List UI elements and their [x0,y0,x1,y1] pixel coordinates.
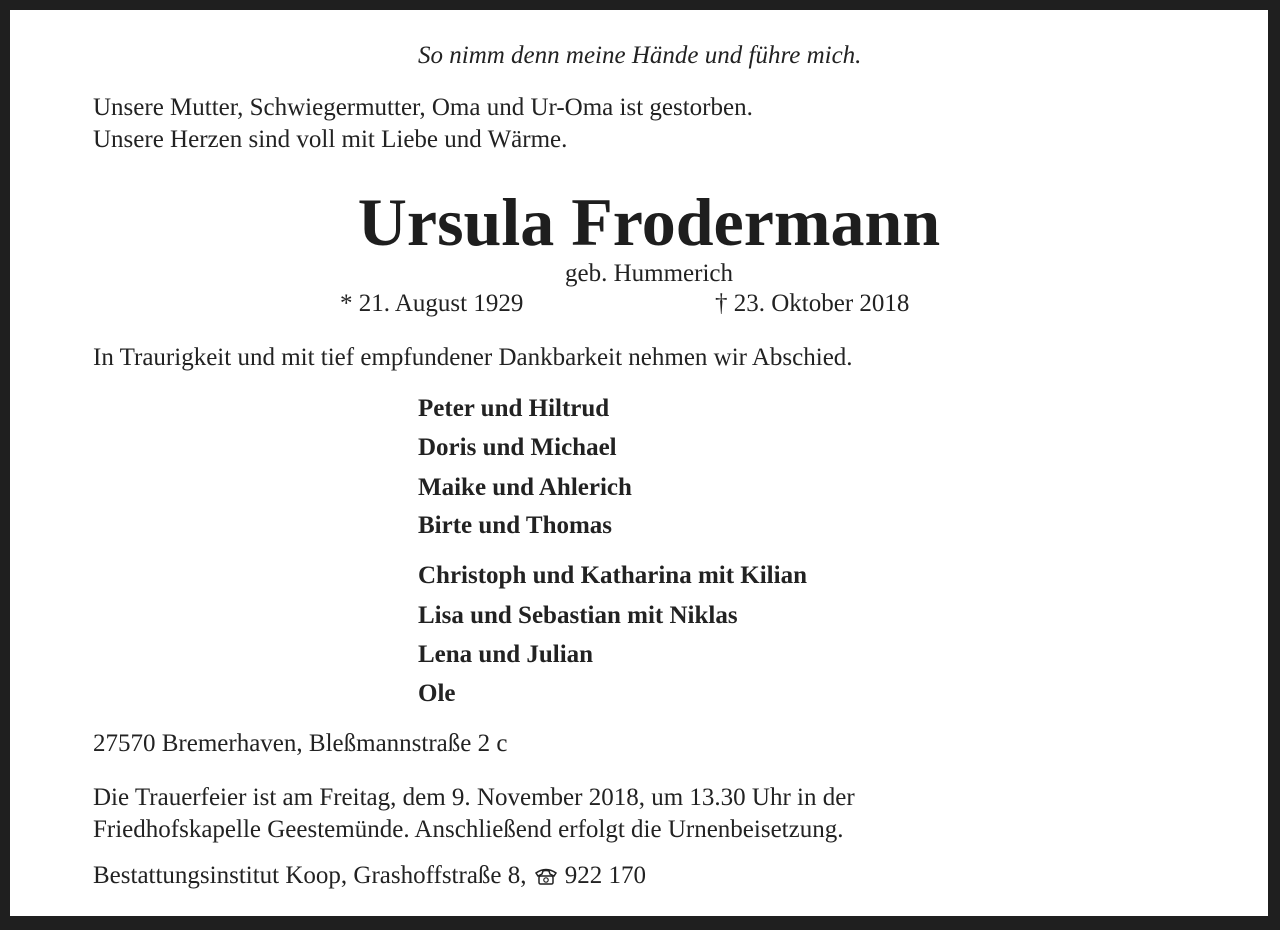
obituary-notice [10,10,1268,916]
ceremony-line-2: Friedhofskapelle Geestemünde. Anschließend erfolgt die Urnenbeisetzung. [93,816,844,843]
intro-line-2: Unsere Herzen sind voll mit Liebe und Wärme. [93,126,568,153]
death-date: † 23. Oktober 2018 [715,290,910,317]
ceremony-line-1: Die Trauerfeier ist am Freitag, dem 9. November 2018, um 13.30 Uhr in der [93,784,855,811]
mourner-name: Lena und Julian [418,641,594,668]
intro-line-1: Unsere Mutter, Schwiegermutter, Oma und Ur-Oma ist gestorben. [93,94,753,121]
mourner-name: Maike und Ahlerich [418,474,632,501]
mourner-name: Christoph und Katharina mit Kilian [418,562,807,589]
intro-text [93,92,753,156]
telephone-icon [533,862,559,890]
mourner-name: Birte und Thomas [418,512,613,539]
mourner-name: Lisa und Sebastian mit Niklas [418,602,738,629]
motto-quote: So nimm denn meine Hände und führe mich. [418,42,862,69]
mourner-name: Peter und Hiltrud [418,395,610,422]
funeral-home-text: Bestattungsinstitut Koop, Grashoffstraße 8, [93,862,527,889]
maiden-name: geb. Hummerich [564,260,733,287]
funeral-home-phone: 922 170 [564,862,647,889]
birth-date: * 21. August 1929 [340,290,524,317]
funeral-home-info [93,862,646,890]
family-address: 27570 Bremerhaven, Bleßmannstraße 2 c [93,730,508,757]
mourner-name: Ole [418,680,456,707]
mourner-name: Doris und Michael [418,434,617,461]
deceased-name: Ursula Frodermann [357,184,941,260]
farewell-text: In Traurigkeit und mit tief empfundener Dankbarkeit nehmen wir Abschied. [93,344,853,371]
ceremony-info [93,782,855,846]
